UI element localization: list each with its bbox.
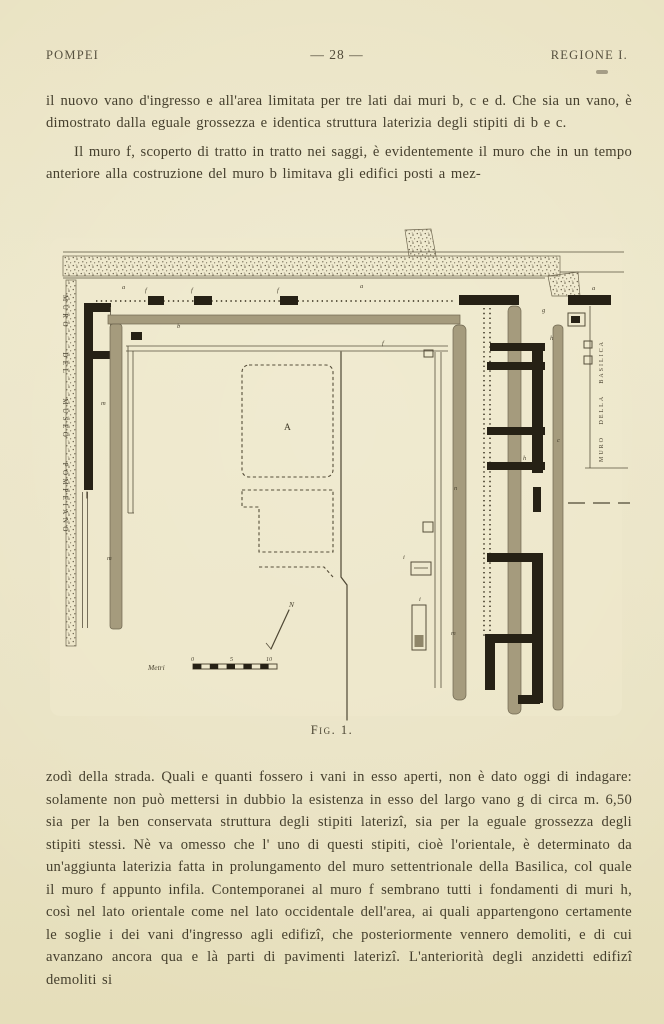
stipite-block-basilica [568, 295, 611, 305]
header-left: POMPEI [46, 48, 100, 62]
plan-letter: n [454, 485, 458, 492]
plan-letter: i [419, 596, 421, 603]
plan-letter: i [403, 554, 405, 561]
page-number: — 28 — [310, 47, 364, 62]
plan-letter: h [550, 335, 554, 342]
label-muro-museo-pompeiano: MURO DEL MUSEO POMPEIANO [61, 295, 69, 535]
stipite-block-east [459, 295, 519, 305]
stipite-block [280, 296, 298, 305]
threshold-fill [415, 635, 424, 647]
plan-letter: f [145, 287, 147, 294]
stipite-block [194, 296, 212, 305]
figure-caption: Fig. 1. [310, 723, 354, 737]
plan-letter: f [382, 340, 384, 347]
header-right: REGIONE I. [550, 48, 628, 62]
north-label: N [289, 600, 295, 609]
wall-corner-return [548, 272, 580, 296]
scale-tick-5: 5 [230, 657, 233, 663]
plan-letter: b [177, 323, 181, 330]
plan-letter: m [451, 630, 456, 637]
scale-tick-0: 0 [191, 657, 194, 663]
wall-stub [131, 332, 142, 340]
text-block-bottom [46, 766, 632, 991]
room-a-label: A [284, 423, 291, 433]
paragraph-3: zodì della strada. Quali e quanti fossero i vani in esso aperti, non è dato oggi di indagare: solamente non può mettersi in dubbio la esistenza in esso del largo vano g di circa m. 6,50 sia per la ben conservata struttura degli stipiti laterizî, sia per la eguale grossezza degli stipiti stessi. Nè va omesso che l' uno di questi stipiti, cioè l'orientale, è determinato da un'aggiunta laterizia fatta in prolungamento del muro settentrionale della Basilica, col quale il muro f appunto infila. Contemporanei al muro f sembrano tutti i fondamenti di muri h, così nel lato orientale come nel lato occidentale dell'area, ai quali appartengono certamente le soglie i dei vani d'ingresso agli edifizî, che posteriormente vennero demoliti, e di cui avanzano ancora qua e là parti di pavimenti laterizî. L'anteriorità degli anzidetti edifizî demoliti si [46, 769, 632, 988]
scale-tick-10: 10 [266, 657, 272, 663]
plan-letter: f [191, 287, 193, 294]
plan-letter: g [542, 307, 546, 314]
plan-letter: f [277, 287, 279, 294]
plan-letter: a [592, 285, 596, 292]
label-muro-basilica: MURO DELLA BASILICA [599, 339, 605, 462]
paragraph-2: Il muro f, scoperto di tratto in tratto nei saggi, è evidentemente il muro che in un tempo anteriore alla costruzione del muro b limitava gli edifici posti a mez- [46, 144, 632, 183]
plan-letter: h [523, 455, 527, 462]
plan-letter: m [107, 555, 112, 562]
plan-letter: a [122, 284, 126, 291]
wall-buttress [405, 229, 436, 256]
plan-letter: a [360, 283, 364, 290]
plan-letter: c [557, 437, 560, 444]
plan-letter: m [101, 400, 106, 407]
scale-unit-label: Metri [148, 663, 165, 672]
stipite-block [148, 296, 164, 305]
paragraph-1: il nuovo vano d'ingresso e all'area limitata per tre lati dai muri b, c e d. Che sia un vano, è dimostrato dalla eguale grossezza e identica struttura laterizia degli stipiti di b e c. [46, 93, 632, 132]
